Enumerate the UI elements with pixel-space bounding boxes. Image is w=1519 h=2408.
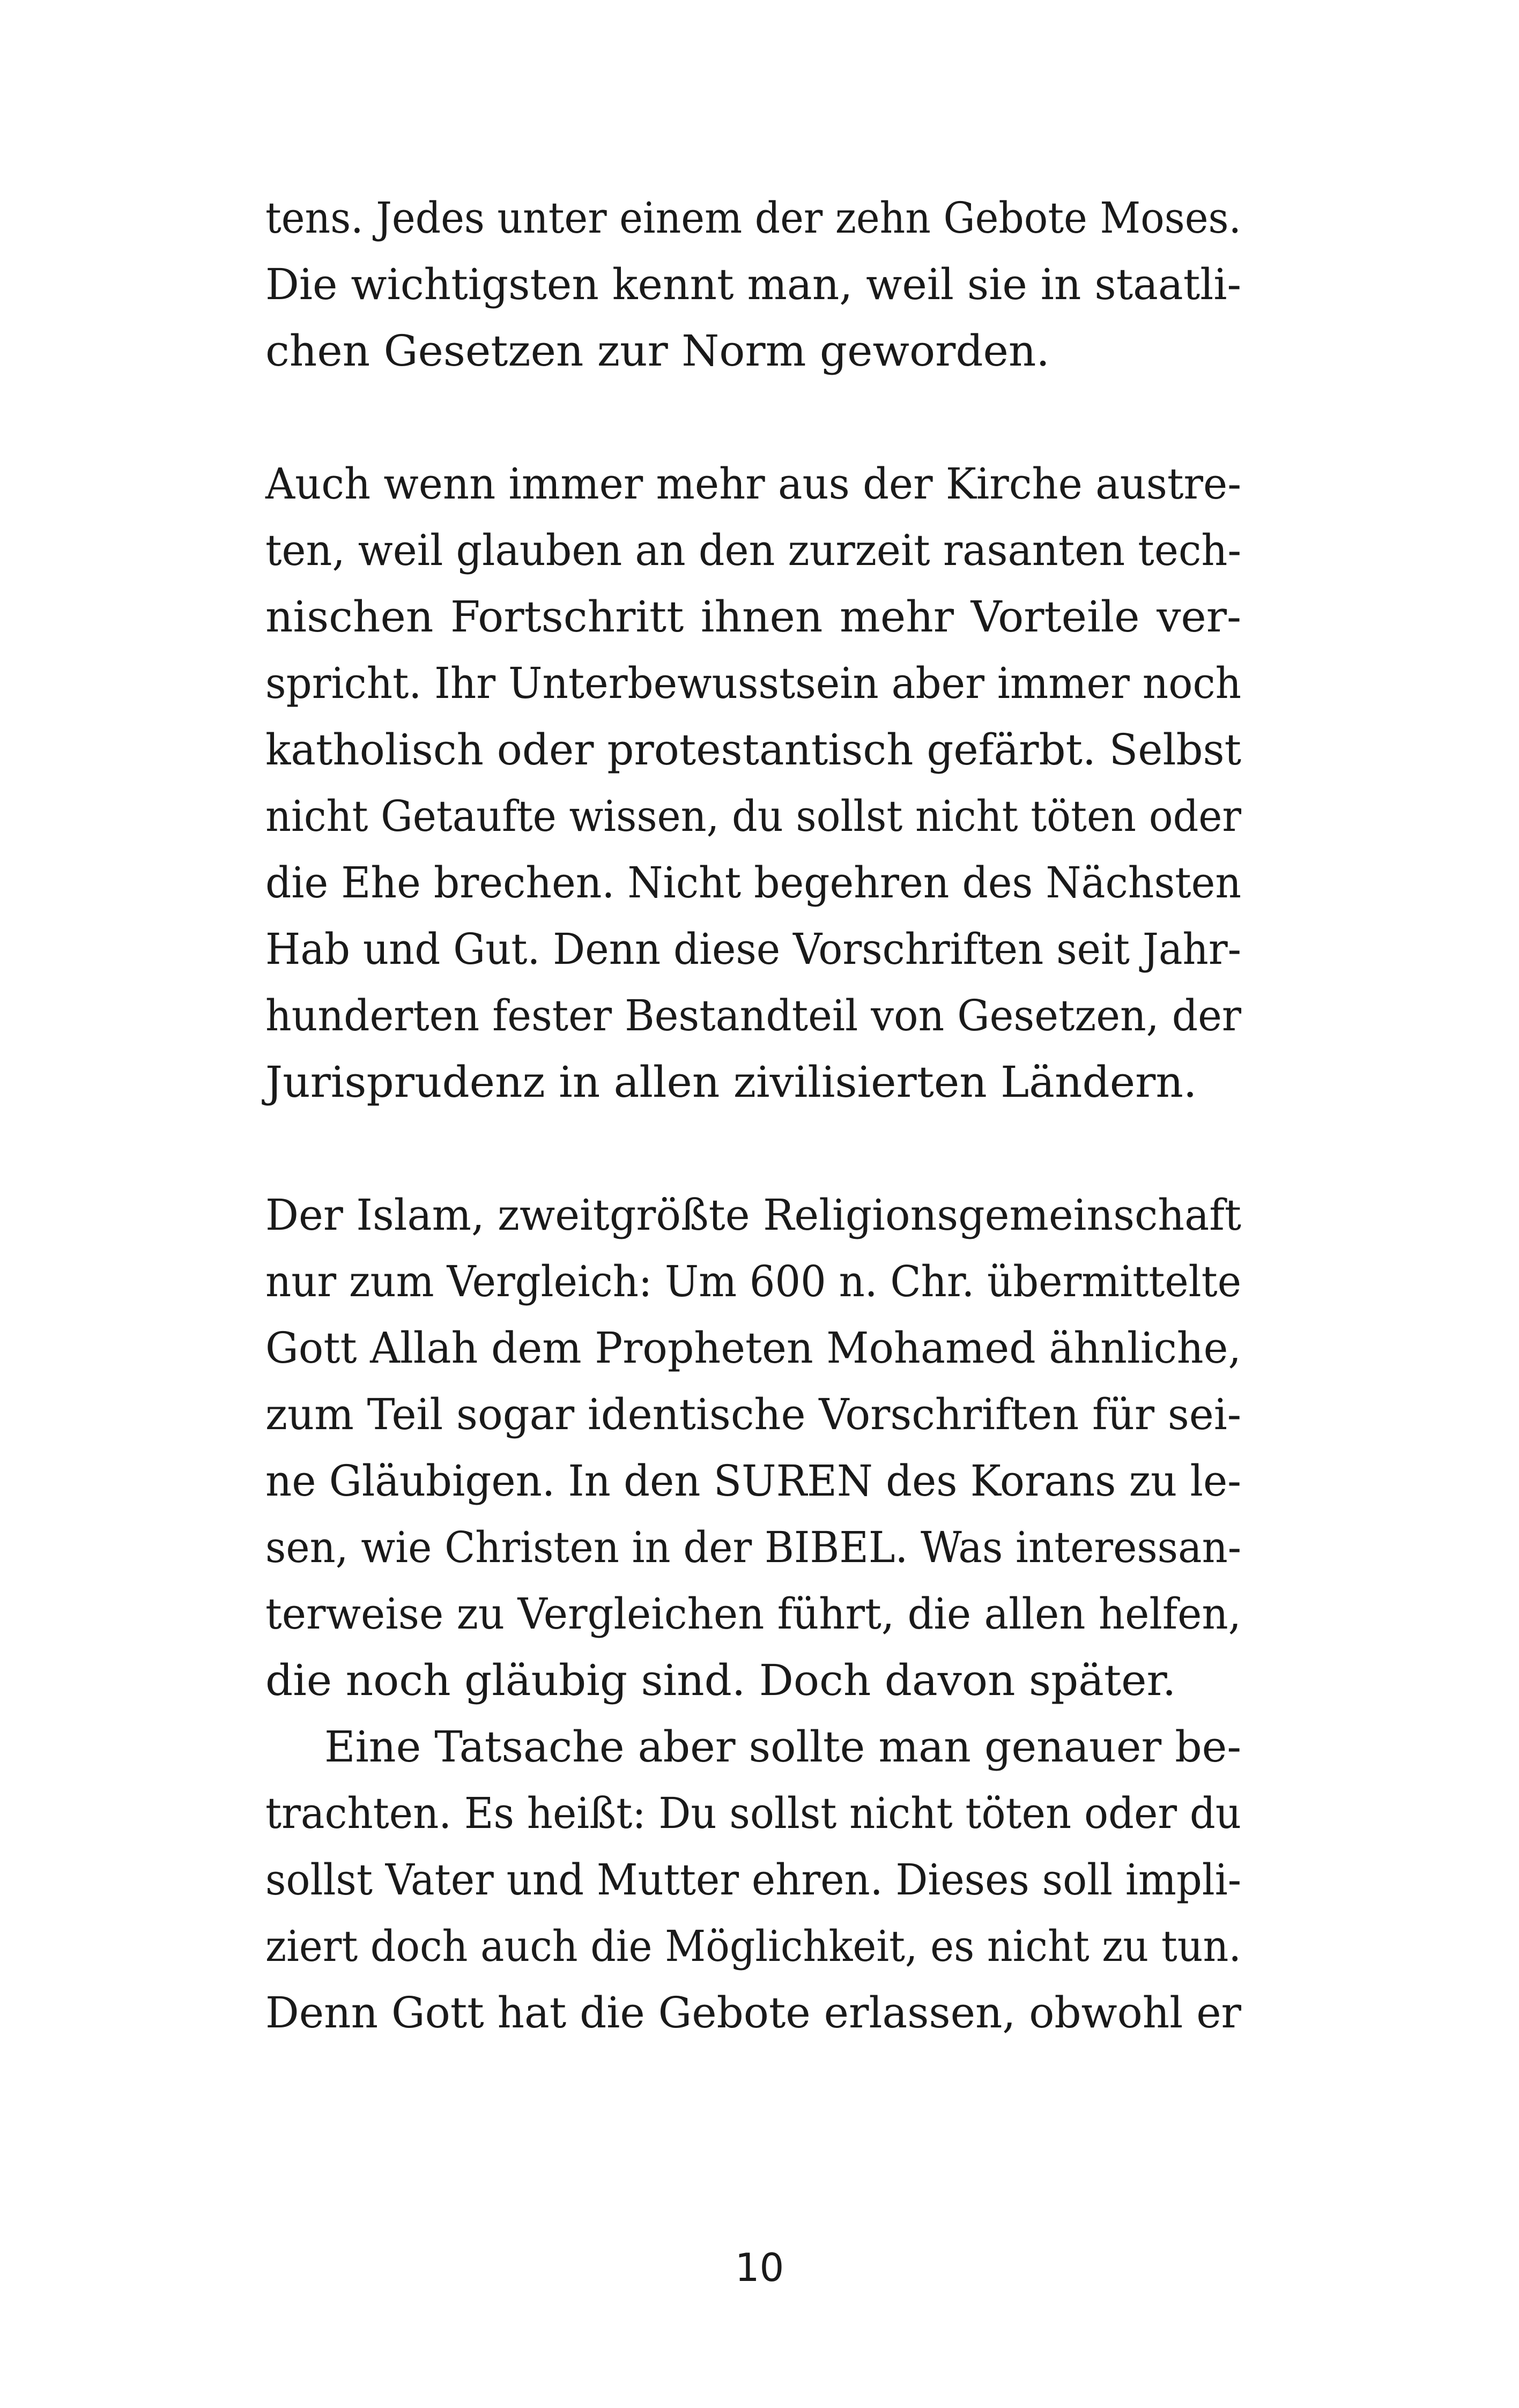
text-line: tens. Jedes unter einem der zehn Gebote Moses. bbox=[265, 193, 1241, 243]
text-line: chen Gesetzen zur Norm geworden. bbox=[265, 326, 1050, 376]
text-line: nischen Fortschritt ihnen mehr Vorteile ver- bbox=[265, 592, 1241, 642]
text-line: nur zum Vergleich: Um 600 n. Chr. übermittelte bbox=[265, 1257, 1241, 1306]
text-line: zum Teil sogar identische Vorschriften für sei- bbox=[265, 1389, 1241, 1439]
text-line: ziert doch auch die Möglichkeit, es nicht zu tun. bbox=[265, 1921, 1241, 1971]
text-line: Denn Gott hat die Gebote erlassen, obwohl er bbox=[265, 1988, 1241, 2038]
paragraph-gap bbox=[265, 1116, 1241, 1182]
text-line: trachten. Es heißt: Du sollst nicht töten oder du bbox=[265, 1788, 1241, 1838]
page-number: 10 bbox=[735, 2245, 784, 2290]
text-line: katholisch oder protestantisch gefärbt. Selbst bbox=[265, 725, 1241, 775]
text-line: Eine Tatsache aber sollte man genauer be- bbox=[324, 1722, 1241, 1772]
text-line: die noch gläubig sind. Doch davon später. bbox=[265, 1655, 1176, 1705]
text-line: sen, wie Christen in der BIBEL. Was interessan- bbox=[265, 1522, 1241, 1572]
text-line: sollst Vater und Mutter ehren. Dieses soll impli- bbox=[265, 1855, 1241, 1905]
text-line: nicht Getaufte wissen, du sollst nicht töten oder bbox=[265, 791, 1241, 841]
text-line: hunderten fester Bestandteil von Gesetzen, der bbox=[265, 991, 1241, 1041]
text-line: Der Islam, zweitgrößte Religionsgemeinschaft bbox=[265, 1190, 1241, 1240]
text-line: die Ehe brechen. Nicht begehren des Nächsten bbox=[265, 858, 1241, 908]
paragraph-1 bbox=[265, 185, 1241, 384]
text-line: Die wichtigsten kennt man, weil sie in staatli- bbox=[265, 259, 1241, 309]
text-line: Jurisprudenz in allen zivilisierten Ländern. bbox=[265, 1057, 1197, 1107]
text-line: ne Gläubigen. In den SUREN des Korans zu le- bbox=[265, 1456, 1241, 1506]
paragraph-4 bbox=[265, 1714, 1241, 2046]
text-line: Gott Allah dem Propheten Mohamed ähnliche, bbox=[265, 1323, 1241, 1373]
text-line: ten, weil glauben an den zurzeit rasanten tech- bbox=[265, 525, 1241, 575]
paragraph-2 bbox=[265, 451, 1241, 1116]
text-line: spricht. Ihr Unterbewusstsein aber immer noch bbox=[265, 658, 1241, 708]
text-line: Auch wenn immer mehr aus der Kirche austre- bbox=[265, 459, 1241, 509]
paragraph-gap bbox=[265, 384, 1241, 451]
text-line: terweise zu Vergleichen führt, die allen helfen, bbox=[265, 1589, 1241, 1639]
paragraph-3 bbox=[265, 1182, 1241, 1714]
text-line: Hab und Gut. Denn diese Vorschriften seit Jahr- bbox=[265, 924, 1241, 974]
body-text bbox=[265, 185, 1241, 2046]
